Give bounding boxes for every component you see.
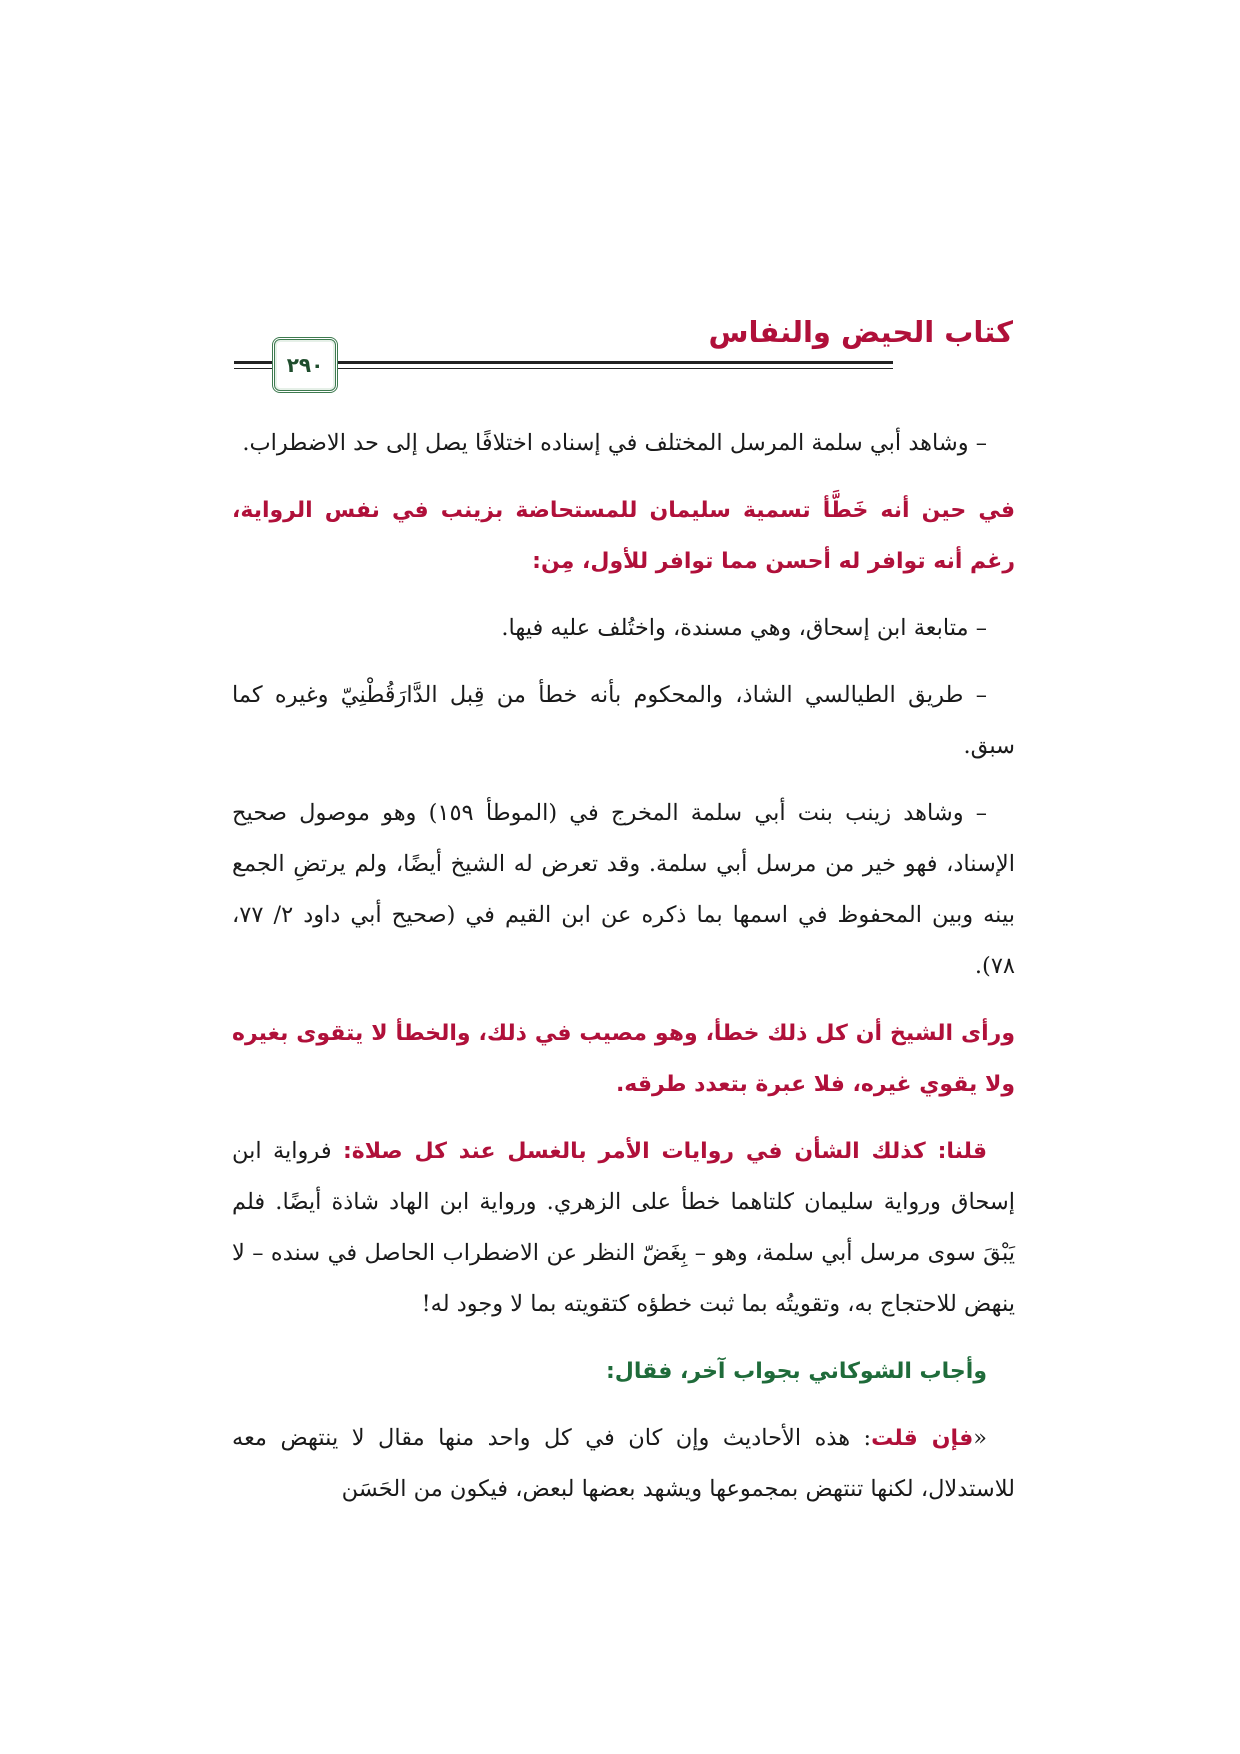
paragraph-9-rest: : هذه الأحاديث وإن كان في كل واحد منها مقال لا ينتهض معه للاستدلال، لكنها تنتهض بمجموعها ويشهد بعضها لبعض، فيكون من الحَسَن — [232, 1425, 1015, 1502]
page-number: ٢٩٠ — [286, 353, 324, 377]
paragraph-7 — [232, 1126, 1015, 1330]
paragraph-9 — [232, 1413, 1015, 1515]
page-number-badge — [272, 337, 338, 393]
paragraph-3: – متابعة ابن إسحاق، وهي مسندة، واختُلف عليه فيها. — [501, 615, 987, 641]
page-body — [232, 418, 1015, 1515]
quote-open: « — [973, 1425, 988, 1451]
book-title: كتاب الحيض والنفاس — [708, 315, 1013, 349]
paragraph-5: – وشاهد زينب بنت أبي سلمة المخرج في (الموطأ ١٥٩) وهو موصول صحيح الإسناد، فهو خير من مرسل أبي سلمة. وقد تعرض له الشيخ أيضًا، ولم يرتضِ الجمع بينه وبين المحفوظ في اسمها بما ذكره عن ابن القيم في (صحيح أبي داود ٢/ ٧٧، ٧٨). — [232, 800, 1016, 979]
paragraph-1: – وشاهد أبي سلمة المرسل المختلف في إسناده اختلافًا يصل إلى حد الاضطراب. — [242, 430, 987, 456]
paragraph-9-lead: فإن قلت — [871, 1426, 974, 1451]
header-rule-left — [234, 361, 264, 364]
paragraph-4: – طريق الطيالسي الشاذ، والمحكوم بأنه خطأ من قِبل الدَّارَقُطْنِيّ وغيره كما سبق. — [232, 682, 1015, 759]
paragraph-7-rest: فرواية ابن إسحاق ورواية سليمان كلتاهما خطأ على الزهري. ورواية ابن الهاد شاذة أيضًا. فلم يَبْقَ سوى مرسل أبي سلمة، وهو – بِغَضّ النظر عن الاضطراب الحاصل في سنده – لا ينهض للاحتجاج به، وتقويتُه بما ثبت خطؤه كتقويته بما لا وجود له! — [232, 1138, 1015, 1317]
paragraph-7-lead: قلنا: كذلك الشأن في روايات الأمر بالغسل عند كل صلاة: — [342, 1139, 987, 1164]
page-header — [234, 315, 1013, 425]
paragraph-8-heading: وأجاب الشوكاني بجواب آخر، فقال: — [605, 1359, 987, 1384]
paragraph-2-highlight: في حين أنه خَطَّأ تسمية سليمان للمستحاضة بزينب في نفس الرواية، رغم أنه توافر له أحسن مما توافر للأول، مِن: — [232, 498, 1015, 574]
paragraph-6-highlight: ورأى الشيخ أن كل ذلك خطأ، وهو مصيب في ذلك، والخطأ لا يتقوى بغيره ولا يقوي غيره، فلا عبرة بتعدد طرقه. — [232, 1021, 1015, 1097]
